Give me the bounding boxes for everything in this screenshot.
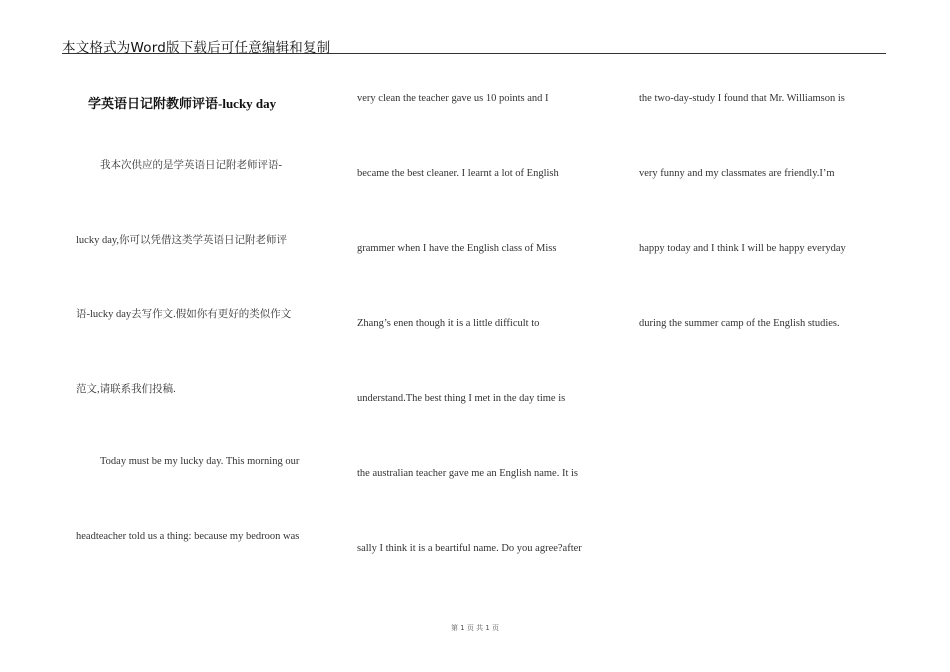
paragraph-line: 范文,请联系我们投稿. (76, 384, 176, 395)
paragraph-line: during the summer camp of the English studies. (639, 318, 840, 329)
paragraph-line: happy today and I think I will be happy everyday (639, 243, 846, 254)
paragraph-line: grammer when I have the English class of Miss (357, 243, 557, 254)
paragraph-line: very funny and my classmates are friendly.I’m (639, 168, 835, 179)
header-rule (62, 53, 886, 54)
paragraph-line: Zhang’s enen though it is a little difficult to (357, 318, 540, 329)
paragraph-line: 语-lucky day去写作文.假如你有更好的类似作文 (76, 309, 292, 320)
paragraph-line: the australian teacher gave me an English name. It is (357, 468, 578, 479)
paragraph-line: sally I think it is a beartiful name. Do you agree?after (357, 543, 582, 554)
paragraph-line: headteacher told us a thing: because my bedroon was (76, 531, 300, 542)
paragraph-line: 我本次供应的是学英语日记附老师评语- (100, 160, 282, 171)
page-number-footer: 第 1 页 共 1 页 (450, 624, 500, 632)
article-title: 学英语日记附教师评语-lucky day (88, 96, 277, 111)
paragraph-line: understand.The best thing I met in the day time is (357, 393, 566, 404)
paragraph-line: the two-day-study I found that Mr. Williamson is (639, 93, 845, 104)
paragraph-line: lucky day,你可以凭借这类学英语日记附老师评 (76, 235, 288, 246)
paragraph-line: Today must be my lucky day. This morning our (100, 456, 300, 467)
paragraph-line: became the best cleaner. I learnt a lot of English (357, 168, 559, 179)
paragraph-line: very clean the teacher gave us 10 points and I (357, 93, 549, 104)
document-header: 本文格式为Word版下载后可任意编辑和复制 (62, 40, 331, 56)
